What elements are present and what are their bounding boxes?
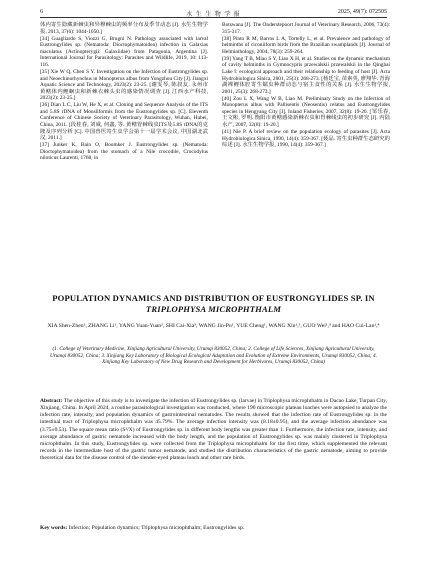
reference-item: 体内寄生隐藏新棘虫和异穆棘虫的频率分布及季节动态 [J]. 水生生物学报, 2013, 37(6): 1044-1050.] [40,22,208,35]
reference-item: [35] Xie W Q, Chen S Y. Investigation on the Infection of Eustrongylides sp. and Neoechinorhynchus in Monopterus albus from Yongzhou City [J]. Jiangxi Aquatic Science and Technology, 2023(2): 23-25. [谢雯琴, 陈叔友. 永州市黄鳝体内鲤蛔虫和新棘衣棘头虫的感染情况调查 [J]. 江西水产科技, 2023(2): 23-25.] [40,68,208,102]
reference-item: [36] Dian L C, Liu W, He X, et al. Cloning and Sequence Analysis of the ITS and 5.8S rDNA of Monsliformis from the Eustrongylides sp. [C]. Eleventh Conference of Chinese Society of Veterinary Parasitology, Wuhan, Hubei, China, 2011. [段桂春, 刘威, 何鑫, 等. 黄鳝胃棘线虫ITS及5.8S rDNA的克隆及序列分析 [C]. 中国兽医寄生虫学会第十一届学术会议, 中国湖北武汉, 2011.] [40,102,208,142]
reference-item: [41] Nie P. A brief review on the population ecology of parasites [J]. Acta Hydrobiologica Sinica, 1990, 14(4): 359-367. [聂品. 寄生虫种群生态研究的综述 [J]. 水生生物学报, 1990, 14(4): 359-367.] [222,129,390,149]
keywords-label: Key words: [40,525,68,531]
references-left-column [40,22,208,162]
keywords [40,525,387,532]
keywords-text: Infection; Population dynamics; Triplophysa microphthalm; Eustrongylides sp. [68,525,245,531]
affiliations: (1. College of Veterinary Medicine, Xinjiang Agricultural University, Urumqi 830052, China; 2. College of Life Sciences, Xinjiang Agricultural University, Urumqi 830052, China; 3. Xinjiang Key Laboratory of Biological Ecological Adaptation and Evolution of Extreme Environments, Urumqi 830052, China; 4. Xinjiang Key Laboratory of New Drug Research and Development for Herbivores, Urumqi 830052, China) [50,346,377,365]
journal-name: 水 生 生 物 学 报 [186,12,241,18]
reference-item: Botswana [J]. The Onderstepoort Journal of Veterinary Research, 2006, 73(4): 315-317. [222,22,390,35]
abstract-label: Abstract: [40,398,63,404]
reference-item: [39] Yang T B, Miao S Y, Liao X H, et al. Studies on the dynamic mechanism of cavity helminths in Gymnocypris przewalskii przewalskii in the Qinghai Lake Ⅰ: ecological approach and their relationship to feeding of host [J]. Acta Hydrobiologica Sinica, 2001, 25(3): 268-273. [杨廷宝, 苗素英, 廖翔华. 青海湖裸鲤体腔寄生蠕虫种群动态与宿主食性的关系 [J]. 水生生物学报, 2001, 25(3): 268-273.] [222,55,390,95]
reference-item: [34] Guagliardo S, Viozzi G, Brugni N. Pathology associated with larval Eustrongylides sp. (Nematoda: Dioctophymatoidea) infection in Galaxias maculatus (Actinopterygii: Galaxiidae) from Patagonia, Argentina [J]. International Journal for Parasitology: Parasites and Wildlife, 2019, 10: 113-116. [40,35,208,68]
abstract [40,398,387,462]
reference-item: [37] Junker K, Bain O, Boomker J. Eustrongylides sp. (Nematoda: Dioctophymatoidea) from the stomach of a Nile crocodile, Crocodylus niloticus Laurenti, 1768, in [40,142,208,162]
article-title [30,293,397,315]
volume-info: 2025, 49(7): 072505 [337,9,387,15]
author-list: XIA Shen-Zhen¹, ZHANG Li¹, YANG Yuan-Yuan², SHI Cai-Xia³, WANG Jin-Pu¹, YUE Cheng¹, WANG Xin¹,³, GUO Wei¹,³ and HAO Cui-Lan¹,⁴ [47,323,380,329]
title-line-2: TRIPLOPHYSA MICROPHTHALM [145,304,282,314]
references-right-column [222,22,390,149]
title-line-1: POPULATION DYNAMICS AND DISTRIBUTION OF EUSTRONGYLIDES SP. IN [52,293,375,303]
abstract-text: The objective of this study is to investigate the infection of Eustrongylides sp. (larvae) in Triplophysa microphthalm in Dacao Lake, Turpan City, Xinjiang, China. In April 2024, a routine parasitological investigation was conducted, where 190 microscopic plateau loaches were autopsied to analyze the infection rate, intensity, and population dynamics of gastrointestinal nematodes. The results showed that the infection rate of Eustrongylides sp. in the intestinal tract of Triplophysa microphthalm was 45.79%. The average infection intensity was (8.18±0.95), and the average infection abundance was (3.75±0.53). The square mean ratio (S²/X) of Eustrongylides sp. in different body lengths was greater than 1. Furthermore, the infection rate, intensity, and average abundance of gastric nematode increased with the body length, and the population of Eustrongylides sp. was mainly clustered in Triplophysa microphthalm. In this study, Eustrongylides sp. were collected from the Triplophysa microphthalm for the first time, which supplemented the relevant records in the intermediate host of the gastric tumor nematode, and studied the distribution characteristics of the gastric nematode, aiming to provide theoretical data for the disease control of the slender-eyed plateau loach and other rare birds. [40,398,388,462]
reference-item: [40] Zou L X, Wang W B, Liao M. Preliminary Study on the Infection of Monopterus albus with Pallisentis (Neosentis) celatus and Eustrongylides species in Hengyang City [J]. Inland Fisheries, 2007, 32(8): 19-20. [邹乐春, 王文彬, 罗明. 衡阳市黄鳝感染新棘衣虫和胃棘线虫的初步研究 [J]. 内陆水产, 2007, 32(8): 19-20.] [222,95,390,129]
header-rule [40,17,387,18]
page-number: 6 [40,9,43,15]
reference-item: [38] Pinto R M, Barros L A, Tortelly L, et al. Prevalence and pathology of helminths of ciconiiform birds from the Brazilian swamplands [J]. Journal of Helminthology, 2004, 78(3): 259-264. [222,35,390,55]
